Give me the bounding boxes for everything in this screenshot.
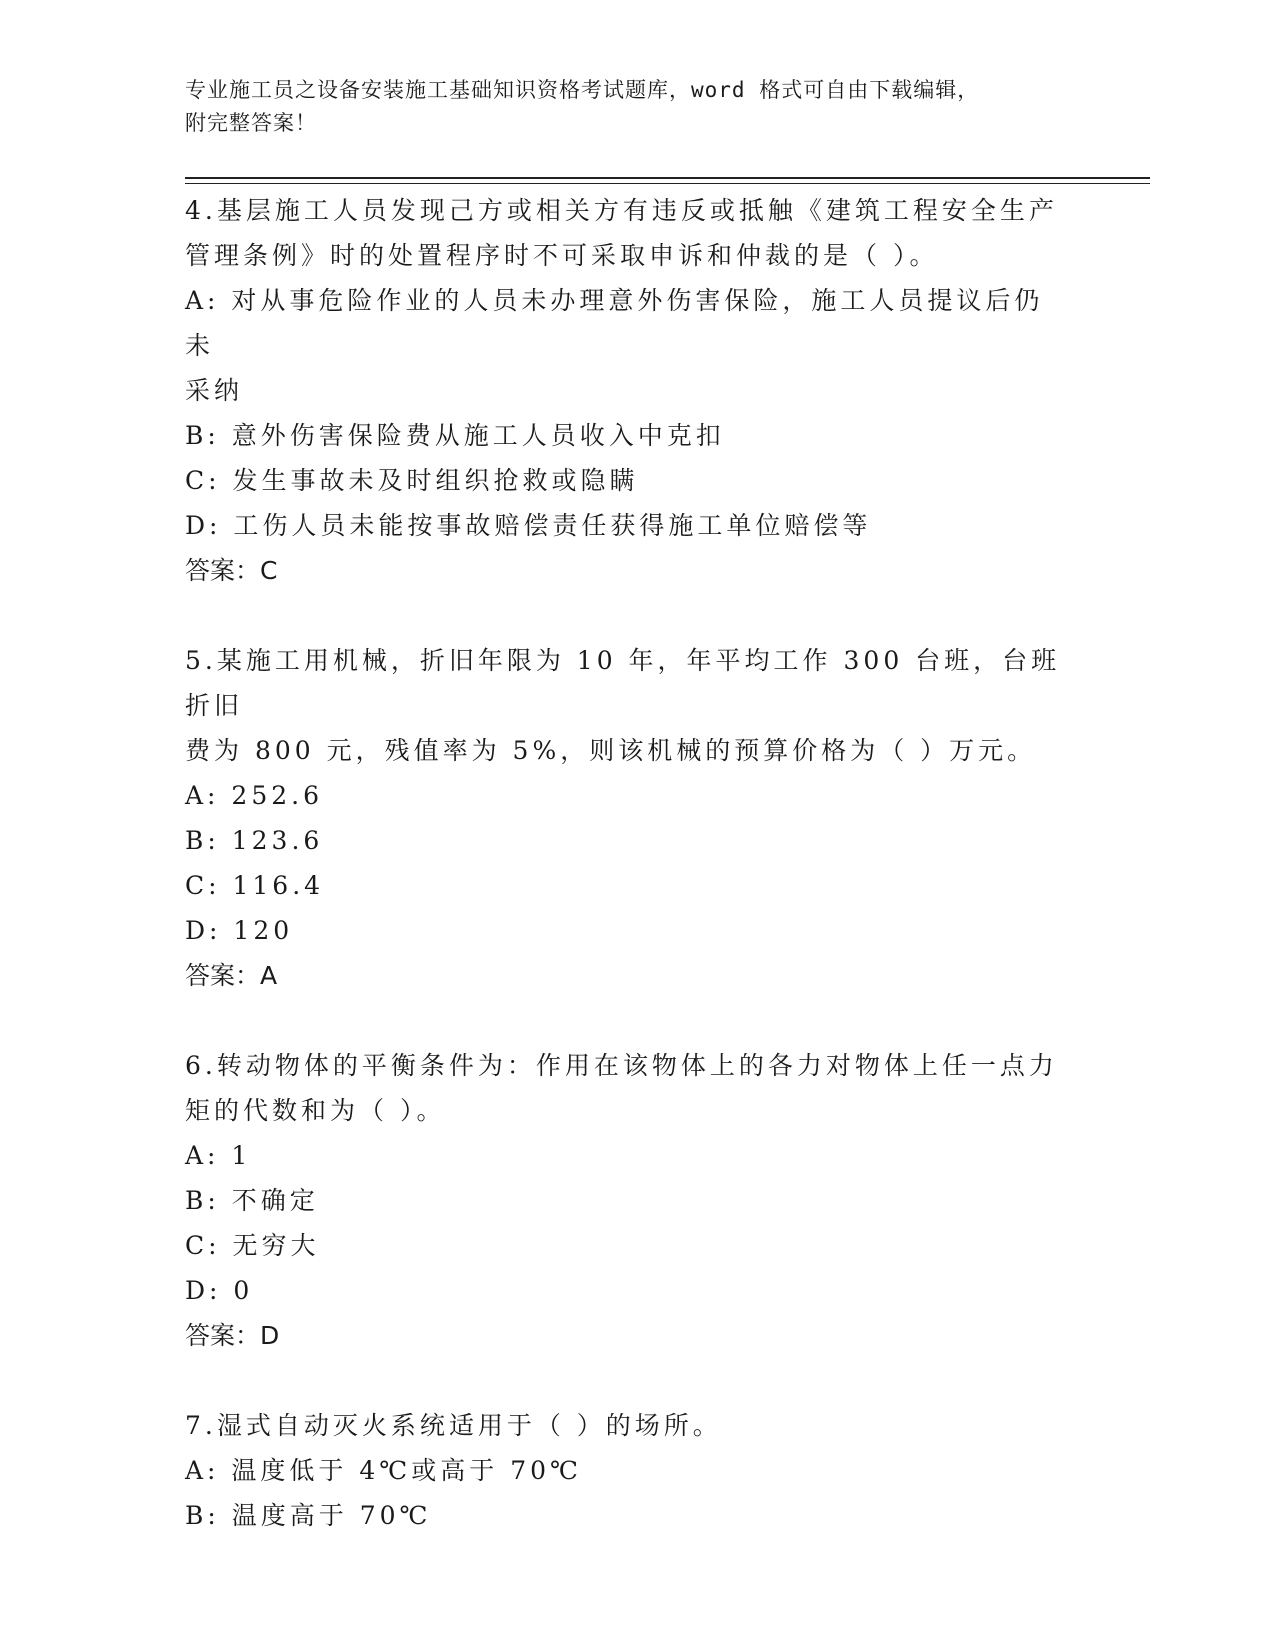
header-line-2: 附完整答案！ <box>185 111 317 135</box>
header-divider-thick <box>185 177 1150 179</box>
answer-line: 答案：D <box>185 1321 280 1350</box>
question-stem-line: 4.基层施工人员发现己方或相关方有违反或抵触《建筑工程安全生产 <box>185 196 1058 225</box>
question-stem-line: 5.某施工用机械，折旧年限为 10 年，年平均工作 300 台班，台班折旧 <box>185 646 1061 720</box>
option-b: B: 123.6 <box>185 826 324 855</box>
option-a-cont: 采纳 <box>185 376 244 405</box>
question-stem-line: 6.转动物体的平衡条件为：作用在该物体上的各力对物体上任一点力 <box>185 1051 1058 1080</box>
question-6 <box>185 1043 1065 1358</box>
header-line-1: 专业施工员之设备安装施工基础知识资格考试题库，word 格式可自由下载编辑， <box>185 78 980 102</box>
question-7 <box>185 1403 1065 1538</box>
question-list <box>185 188 1065 1538</box>
option-c: C: 发生事故未及时组织抢救或隐瞒 <box>185 466 639 495</box>
option-a: A: 252.6 <box>185 781 323 810</box>
option-b: B: 温度高于 70℃ <box>185 1501 432 1530</box>
document-header <box>185 74 1065 140</box>
option-a: A: 1 <box>185 1141 252 1170</box>
question-stem-line: 费为 800 元，残值率为 5%，则该机械的预算价格为（ ）万元。 <box>185 736 1037 765</box>
question-stem-line: 管理条例》时的处置程序时不可采取申诉和仲裁的是（ ）。 <box>185 241 939 270</box>
question-stem-line: 7.湿式自动灭火系统适用于（ ）的场所。 <box>185 1411 722 1440</box>
question-4 <box>185 188 1065 593</box>
header-divider-thin <box>185 183 1150 184</box>
option-a: A: 温度低于 4℃或高于 70℃ <box>185 1456 582 1485</box>
question-5 <box>185 638 1065 998</box>
question-stem-line: 矩的代数和为（ ）。 <box>185 1096 446 1125</box>
answer-line: 答案：A <box>185 961 278 990</box>
option-b: B: 不确定 <box>185 1186 319 1215</box>
option-c: C: 无穷大 <box>185 1231 320 1260</box>
option-a: A: 对从事危险作业的人员未办理意外伤害保险，施工人员提议后仍未 <box>185 286 1044 360</box>
option-d: D: 工伤人员未能按事故赔偿责任获得施工单位赔偿等 <box>185 511 872 540</box>
option-b: B: 意外伤害保险费从施工人员收入中克扣 <box>185 421 725 450</box>
option-c: C: 116.4 <box>185 871 325 900</box>
answer-line: 答案：C <box>185 556 278 585</box>
option-d: D: 0 <box>185 1276 254 1305</box>
option-d: D: 120 <box>185 916 294 945</box>
